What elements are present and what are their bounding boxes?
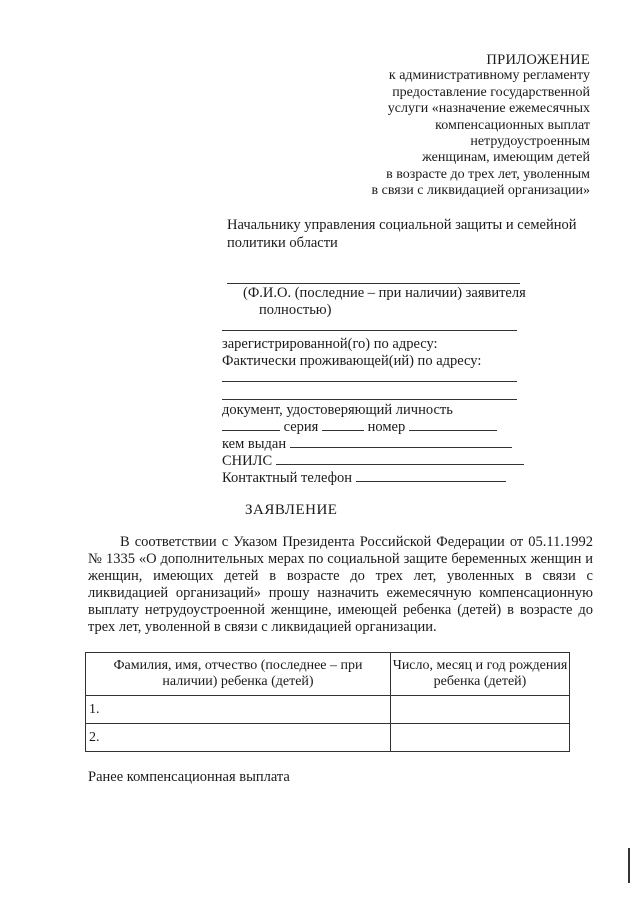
appendix-line: предоставление государственной (392, 84, 590, 100)
snils-row (222, 452, 524, 470)
appendix-line: в связи с ликвидацией организации» (371, 183, 590, 199)
fio-caption-line1: (Ф.И.О. (последние – при наличии) заявителя (243, 285, 526, 301)
children-table (85, 652, 570, 752)
series-label: серия (283, 419, 319, 435)
series-blank[interactable] (322, 418, 364, 431)
appendix-line: компенсационных выплат (435, 117, 590, 133)
fio-blank-line[interactable] (227, 283, 520, 284)
snils-blank[interactable] (276, 452, 524, 465)
address-blank-line[interactable] (222, 330, 517, 331)
document-label: документ, удостоверяющий личность (222, 402, 453, 418)
appendix-line: женщинам, имеющим детей (422, 150, 590, 166)
table-row (86, 724, 570, 752)
table-cell-name[interactable]: 2. (86, 724, 391, 752)
addressee: Начальнику управления социальной защиты и семейной политики области (227, 217, 577, 251)
fio-caption-line2: полностью) (259, 302, 332, 318)
phone-label: Контактный телефон (222, 470, 353, 486)
table-cell-birthdate[interactable] (391, 696, 570, 724)
appendix-line: услуги «назначение ежемесячных (387, 101, 590, 117)
actual-address-line-1[interactable] (222, 381, 517, 382)
snils-label: СНИЛС (222, 453, 273, 469)
series-number-row (222, 418, 497, 436)
actual-address-line-2[interactable] (222, 399, 517, 400)
appendix-line: нетрудоустроенным (470, 134, 590, 150)
appendix-line: в возрасте до трех лет, уволенным (386, 166, 590, 182)
phone-row (222, 469, 506, 487)
issued-by-label: кем выдан (222, 436, 287, 452)
statement-title: ЗАЯВЛЕНИЕ (245, 502, 338, 518)
number-blank[interactable] (409, 418, 497, 431)
footer-text: Ранее компенсационная выплата (88, 769, 290, 785)
appendix-heading: ПРИЛОЖЕНИЕ (486, 52, 590, 68)
table-header-name: Фамилия, имя, отчество (последнее – при наличии) ребенка (детей) (86, 653, 391, 696)
scan-edge-mark (628, 848, 630, 883)
number-label: номер (367, 419, 406, 435)
phone-blank[interactable] (356, 469, 506, 482)
statement-body: В соответствии с Указом Президента Российской Федерации от 05.11.1992 № 1335 «О дополнительных мерах по социальной защите беременных женщин и женщин, имеющих детей в возрасте до трех лет, уволенных в связи с ликвидацией организаций» прошу назначить ежемесячную компенсационную выплату нетрудоустроенной женщине, имеющей ребенка (детей) в возрасте до трех лет, уволенной в связи с ликвидацией организации. (88, 534, 593, 635)
fio-caption (243, 285, 573, 319)
table-row (86, 696, 570, 724)
actual-address-label: Фактически проживающей(ий) по адресу: (222, 353, 482, 369)
registered-address-label: зарегистрированной(го) по адресу: (222, 336, 438, 352)
series-prefix-blank[interactable] (222, 418, 280, 431)
table-cell-name[interactable]: 1. (86, 696, 391, 724)
table-header-row (86, 653, 570, 696)
table-cell-birthdate[interactable] (391, 724, 570, 752)
table-header-birthdate: Число, месяц и год рождения ребенка (детей) (391, 653, 570, 696)
issued-by-row (222, 435, 512, 453)
appendix-block (290, 52, 590, 200)
appendix-line: к административному регламенту (388, 68, 590, 84)
issued-by-blank[interactable] (290, 435, 512, 448)
